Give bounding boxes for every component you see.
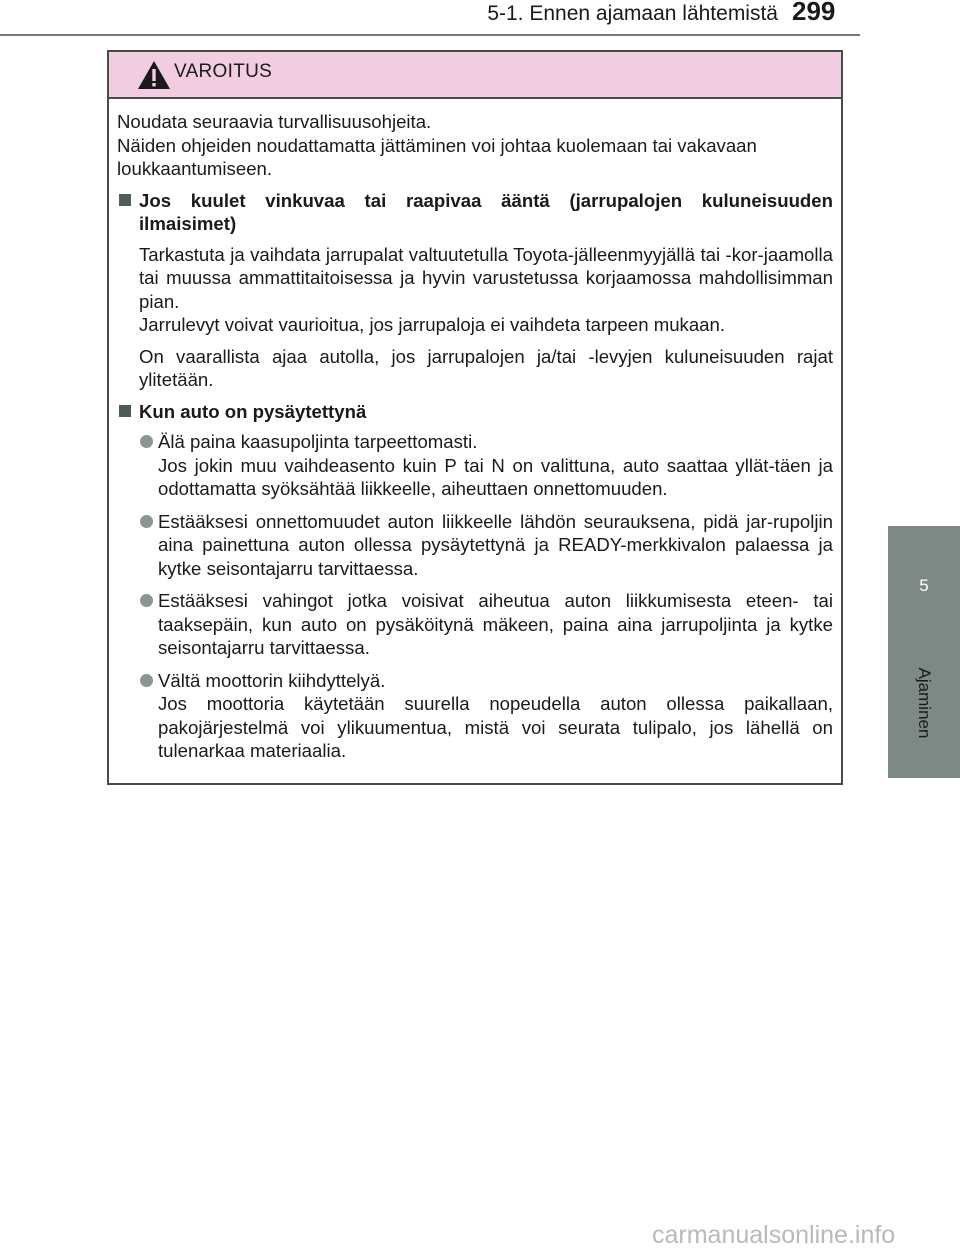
round-bullet-icon: [140, 674, 153, 687]
intro-line-2: Näiden ohjeiden noudattamatta jättäminen voi johtaa kuolemaan tai vakavaan loukkaantumiseen.: [117, 134, 757, 179]
section-heading-brake-wear: [117, 189, 833, 236]
intro-text: [117, 110, 833, 181]
square-bullet-icon: [119, 405, 131, 417]
list-item-text: Vältä moottorin kiihdyttelyä.: [158, 669, 386, 691]
list-item: [117, 669, 833, 763]
list-item: [117, 510, 833, 581]
section-heading-text: Kun auto on pysäytettynä: [139, 400, 367, 422]
chapter-label-wrap: [904, 649, 944, 757]
section-heading-stopped: [117, 400, 833, 424]
round-bullet-icon: [140, 435, 153, 448]
round-bullet-icon: [140, 515, 153, 528]
warning-content: [109, 99, 841, 763]
brake-pad-text: Tarkastuta ja vaihdata jarrupalat valtuutetulla Toyota-jälleenmyyjällä tai -kor-jaamolla tai muussa ammattitaitoisessa ja hyvin varustetussa korjaamossa mahdollisimman pian.: [139, 243, 833, 312]
header-rule: [0, 34, 860, 36]
list-item: [117, 430, 833, 501]
list-item-text: Jos moottoria käytetään suurella nopeudella auton ollessa paikallaan, pakojärjestelmä voi ylikuumentua, mistä voi seurata tulipalo, jos lähellä on tulenarkaa materiaalia.: [158, 693, 833, 761]
page-header: [0, 0, 960, 38]
warning-triangle-icon: [137, 60, 171, 90]
brake-disc-text: Jarrulevyt voivat vaurioitua, jos jarrupaloja ei vaihdeta tarpeen mukaan.: [139, 314, 726, 335]
brake-pad-paragraph: [117, 243, 833, 337]
list-item-text: Älä paina kaasupoljinta tarpeettomasti.: [158, 431, 478, 452]
chapter-number: 5: [919, 576, 929, 595]
chapter-tab[interactable]: [888, 526, 960, 778]
list-item: [117, 589, 833, 660]
list-item-text: Estääksesi vahingot jotka voisivat aiheutua auton liikkumisesta eteen- tai taaksepäin, kun auto on pysäköitynä mäkeen, paina aina jarrupoljinta ja kytke seisontajarru tarvittaessa.: [158, 590, 833, 658]
list-item-text: Jos jokin muu vaihdeasento kuin P tai N on valittuna, auto saattaa yllät-täen ja odottamatta syöksähtää liikkeelle, aiheuttaen onnettomuuden.: [158, 454, 833, 499]
wear-limit-paragraph: On vaarallista ajaa autolla, jos jarrupalojen ja/tai -levyjen kuluneisuuden rajat ylitetään.: [139, 345, 833, 390]
list-item-text: Estääksesi onnettomuudet auton liikkeelle lähdön seurauksena, pidä jar-rupoljin aina painettuna auton ollessa pysäytettynä ja READY-merkkivalon palaessa ja kytke seisontajarru tarvittaessa.: [158, 510, 833, 579]
warning-header: [109, 52, 841, 99]
chapter-label: Ajaminen: [915, 667, 934, 739]
warning-box: [107, 50, 843, 785]
warning-title: VAROITUS: [174, 61, 273, 82]
watermark: carmanualsonline.info: [652, 1221, 896, 1249]
square-bullet-icon: [119, 194, 131, 206]
section-heading-text: Jos kuulet vinkuvaa tai raapivaa ääntä (jarrupalojen kuluneisuuden ilmaisimet): [139, 189, 833, 234]
round-bullet-icon: [140, 594, 153, 607]
page-number: 299: [792, 0, 836, 26]
intro-line-1: Noudata seuraavia turvallisuusohjeita.: [117, 111, 432, 132]
section-title: 5-1. Ennen ajamaan lähtemistä: [487, 2, 778, 25]
